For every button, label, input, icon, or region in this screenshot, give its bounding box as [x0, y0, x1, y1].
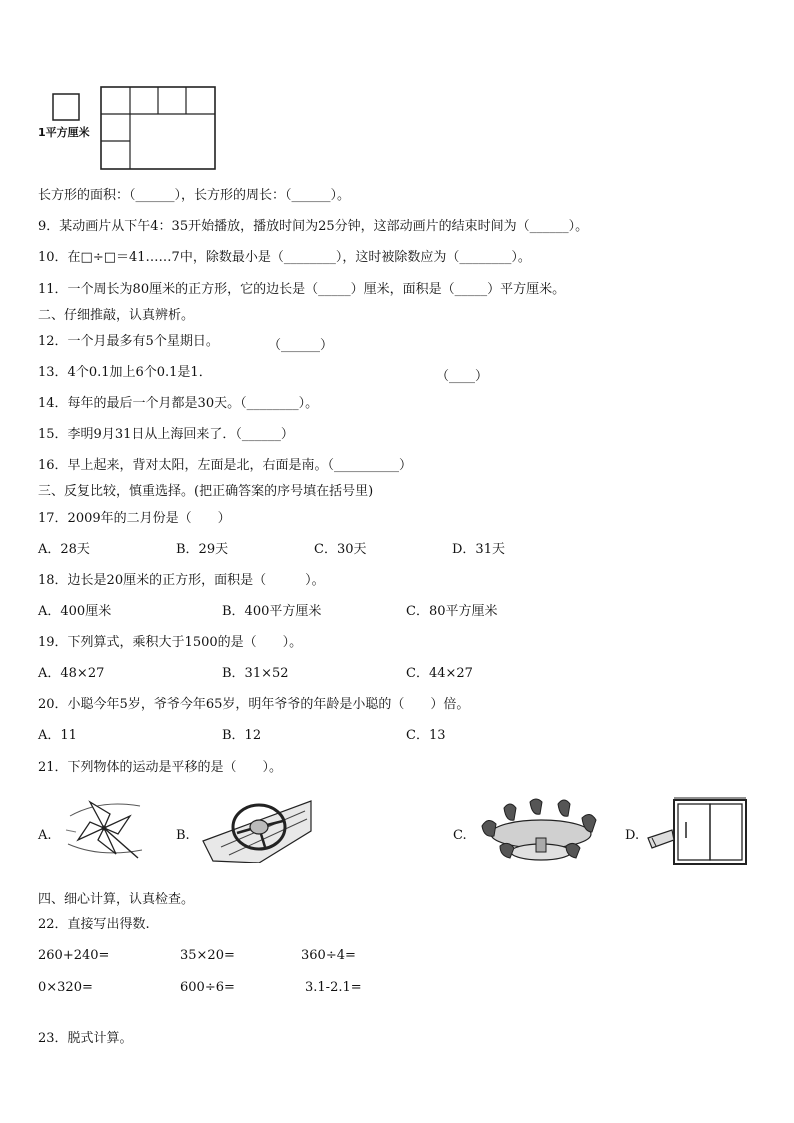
- q19-option-c[interactable]: C．44×27: [406, 666, 473, 681]
- question-16: 16．早上起来，背对太阳，左面是北，右面是南。（__________）: [38, 458, 413, 473]
- section-4-heading: 四、细心计算，认真检查。: [38, 892, 195, 907]
- question-9: 9．某动画片从下午4：35开始播放，播放时间为25分钟，这部动画片的结束时间为（______）。: [38, 219, 589, 234]
- section-3-heading: 三、反复比较，慎重选择。(把正确答案的序号填在括号里): [38, 484, 374, 499]
- calc-item[interactable]: 260+240=: [38, 948, 110, 963]
- calc-item[interactable]: 0×320=: [38, 980, 93, 995]
- carousel-ride-icon: [478, 798, 604, 868]
- q21-option-b[interactable]: B.: [176, 828, 190, 843]
- calc-item[interactable]: 360÷4=: [301, 948, 356, 963]
- q17-option-c[interactable]: C．30天: [314, 542, 367, 557]
- question-15: 15．李明9月31日从上海回来了．（______）: [38, 427, 294, 442]
- question-12: 12．一个月最多有5个星期日。: [38, 334, 219, 349]
- question-20: 20．小聪今年5岁，爷爷今年65岁，明年爷爷的年龄是小聪的（ ）倍。: [38, 697, 470, 712]
- q20-option-c[interactable]: C．13: [406, 728, 446, 743]
- question-17: 17．2009年的二月份是（ ）: [38, 511, 231, 526]
- q17-option-b[interactable]: B．29天: [176, 542, 229, 557]
- question-21: 21．下列物体的运动是平移的是（ ）。: [38, 760, 283, 775]
- pinwheel-icon: [60, 794, 152, 860]
- question-22: 22．直接写出得数.: [38, 917, 150, 932]
- q17-option-a[interactable]: A．28天: [38, 542, 90, 557]
- q17-option-d[interactable]: D．31天: [452, 542, 505, 557]
- section-2-heading: 二、仔细推敲，认真辨析。: [38, 308, 195, 323]
- q20-option-a[interactable]: A．11: [38, 728, 77, 743]
- q21-option-a[interactable]: A.: [38, 828, 52, 843]
- unit-square-label: 1平方厘米: [38, 126, 90, 139]
- question-18: 18．边长是20厘米的正方形，面积是（ ）。: [38, 573, 325, 588]
- q19-option-a[interactable]: A．48×27: [38, 666, 105, 681]
- question-14: 14．每年的最后一个月都是30天。（________）。: [38, 396, 319, 411]
- question-11: 11．一个周长为80厘米的正方形，它的边长是（_____）厘米，面积是（_____）平方厘米。: [38, 282, 566, 297]
- question-19: 19．下列算式，乘积大于1500的是（ ）。: [38, 635, 303, 650]
- q18-option-a[interactable]: A．400厘米: [38, 604, 112, 619]
- rectangle-grid-figure: [99, 85, 219, 171]
- question-23: 23．脱式计算。: [38, 1031, 133, 1046]
- q18-option-c[interactable]: C．80平方厘米: [406, 604, 498, 619]
- calc-item[interactable]: 600÷6=: [180, 980, 235, 995]
- q19-option-b[interactable]: B．31×52: [222, 666, 289, 681]
- unit-square: [52, 93, 82, 123]
- question-13-blank[interactable]: （____）: [436, 369, 489, 384]
- q21-option-d[interactable]: D.: [625, 828, 640, 843]
- question-12-blank[interactable]: （______）: [268, 338, 334, 353]
- question-13: 13．4个0.1加上6个0.1是1．: [38, 365, 212, 380]
- q20-option-b[interactable]: B．12: [222, 728, 262, 743]
- q18-option-b[interactable]: B．400平方厘米: [222, 604, 322, 619]
- q21-option-c[interactable]: C.: [453, 828, 467, 843]
- question-10: 10．在□÷□＝41……7中，除数最小是（________），这时被除数应为（________）。: [38, 250, 531, 265]
- calc-item[interactable]: 35×20=: [180, 948, 235, 963]
- calc-item[interactable]: 3.1-2.1=: [305, 980, 362, 995]
- sliding-window-icon: [646, 794, 752, 868]
- q8-area-perimeter-text: 长方形的面积：（______），长方形的周长：（______）。: [38, 188, 351, 203]
- steering-wheel-icon: [201, 797, 313, 863]
- unit-square-figure: [38, 93, 100, 143]
